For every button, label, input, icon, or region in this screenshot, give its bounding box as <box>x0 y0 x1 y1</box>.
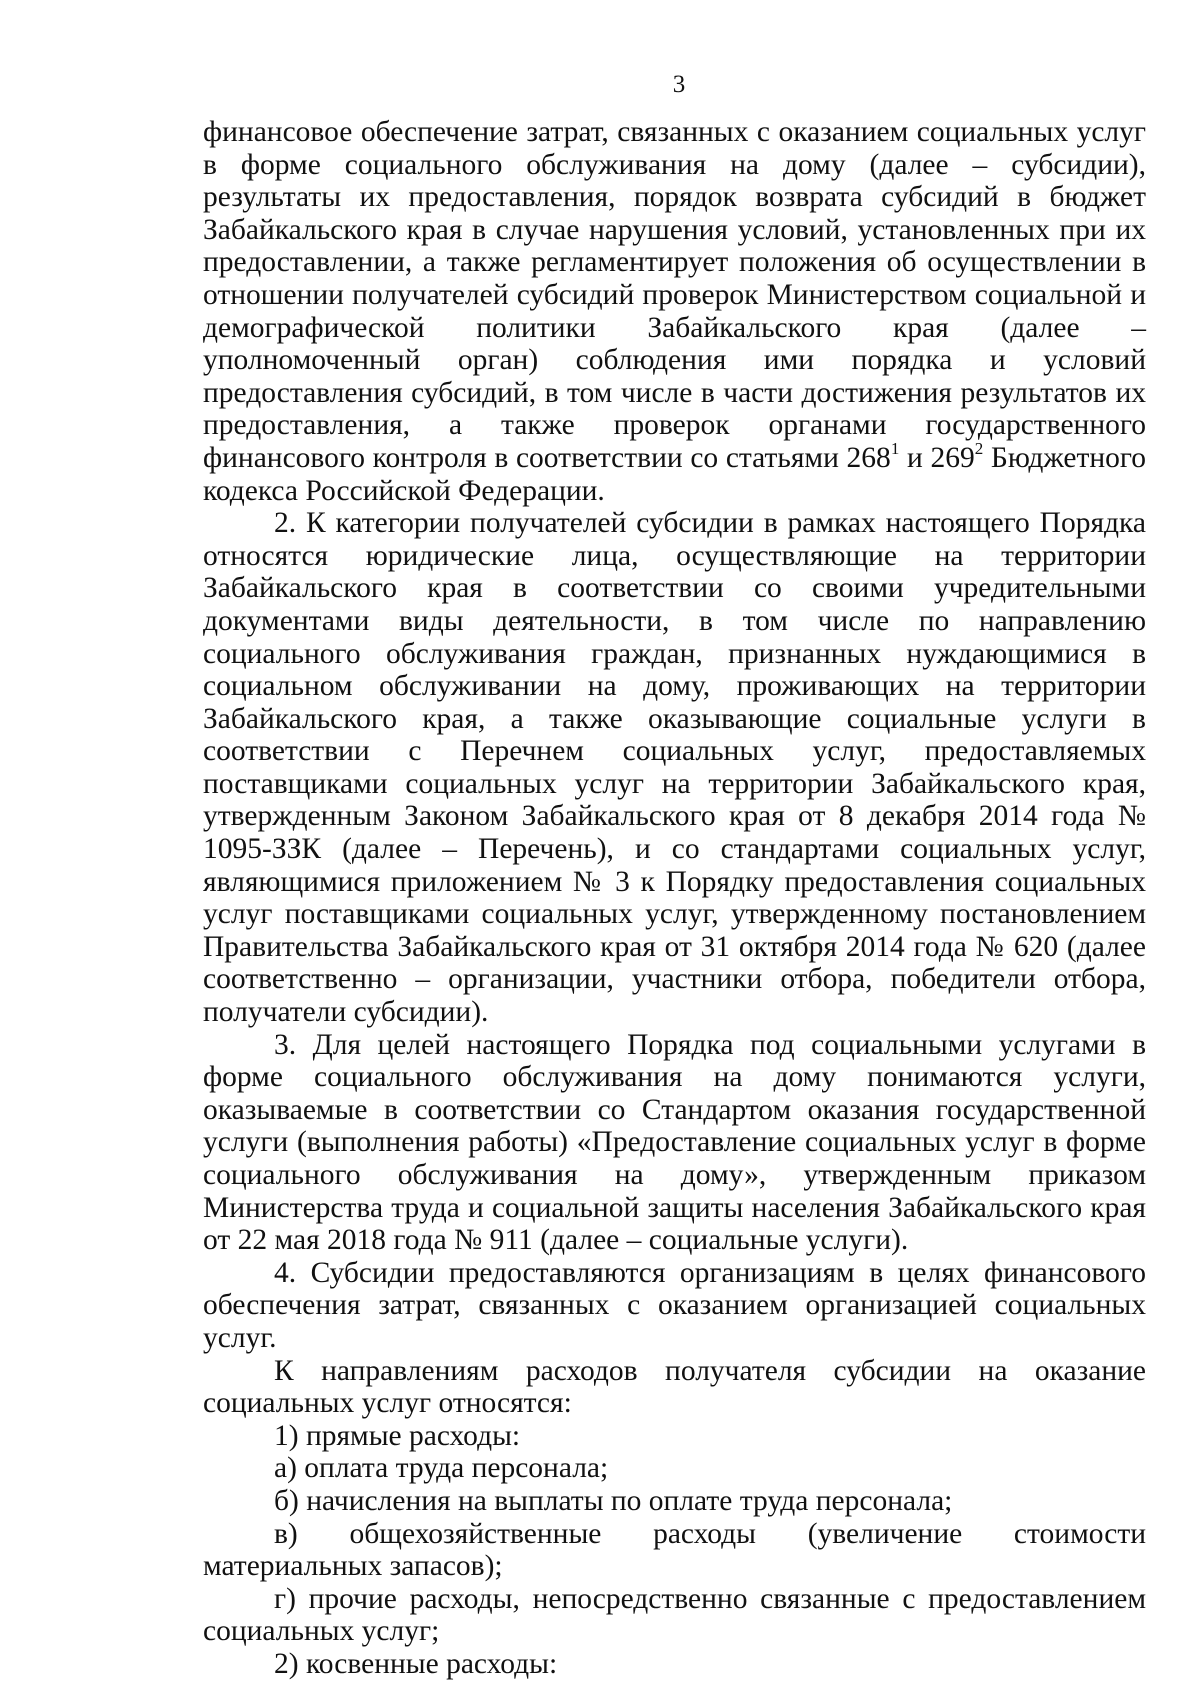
superscript-2: 2 <box>974 439 984 459</box>
list-item-indirect-costs: 2) косвенные расходы: <box>274 1647 558 1680</box>
list-item-v: в) общехозяйственные расходы (увеличение стоимости материальных запасов); <box>203 1517 1146 1583</box>
paragraph-text: и 269 <box>899 441 975 474</box>
paragraph-item-2: 2. К категории получателей субсидии в рамках настоящего Порядка относятся юридические лица, осуществляющие на территории Забайкальского края в соответствии со своими учредительными документами виды деятельности, в том числе по направлению социального обслуживания граждан, признанных нуждающимися в социальном обслуживании на дому, проживающих на территории Забайкальского края, а также оказывающие социальные услуги в соответствии с Перечнем социальных услуг, предоставляемых поставщиками социальных услуг на территории Забайкальского края, утвержденным Законом Забайкальского края от 8 декабря 2014 года № 1095-ЗЗК (далее – Перечень), и со стандартами социальных услуг, являющимися приложением № 3 к Порядку предоставления социальных услуг поставщиками социальных услуг, утвержденному постановлением Правительства Забайкальского края от 31 октября 2014 года № 620 (далее соответственно – организации, участники отбора, победители отбора, получатели субсидии). <box>203 507 1146 1029</box>
list-item-g: г) прочие расходы, непосредственно связанные с предоставлением социальных услуг; <box>203 1582 1146 1648</box>
paragraph-expense-directions: К направлениям расходов получателя субсидии на оказание социальных услуг относятся: <box>203 1354 1146 1420</box>
paragraph-item-4: 4. Субсидии предоставляются организациям в целях финансового обеспечения затрат, связанных с оказанием организацией социальных услуг. <box>203 1256 1146 1354</box>
superscript-1: 1 <box>890 439 900 459</box>
list-item-a: а) оплата труда персонала; <box>274 1452 609 1485</box>
page-number: 3 <box>672 71 686 98</box>
paragraph-item-3: 3. Для целей настоящего Порядка под социальными услугами в форме социального обслуживания на дому понимаются услуги, оказываемые в соответствии со Стандартом оказания государственной услуги (выполнения работы) «Предоставление социальных услуг в форме социального обслуживания на дому», утвержденным приказом Министерства труда и социальной защиты населения Забайкальского края от 22 мая 2018 года № 911 (далее – социальные услуги). <box>203 1028 1146 1257</box>
paragraph-text: финансовое обеспечение затрат, связанных с оказанием социальных услуг в форме социального обслуживания на дому (далее – субсидии), результаты их предоставления, порядок возврата субсидий в бюджет Забайкальского края в случае нарушения условий, установленных при их предоставлении, а также регламентирует положения об осуществлении в отношении получателей субсидий проверок Министерством социальной и демографической политики Забайкальского края (далее – уполномоченный орган) соблюдения ими порядка и условий предоставления субсидий, в том числе в части достижения результатов их предоставления, а также проверок органами государственного финансового контроля в соответствии со статьями 268 <box>203 116 1146 474</box>
paragraph-continuation <box>203 116 1146 507</box>
document-body <box>203 116 1146 1681</box>
list-item-direct-costs: 1) прямые расходы: <box>274 1419 521 1452</box>
paragraph-text: Бюджетного кодекса Российской Федерации. <box>203 441 1146 507</box>
list-item-b: б) начисления на выплаты по оплате труда персонала; <box>274 1484 953 1517</box>
